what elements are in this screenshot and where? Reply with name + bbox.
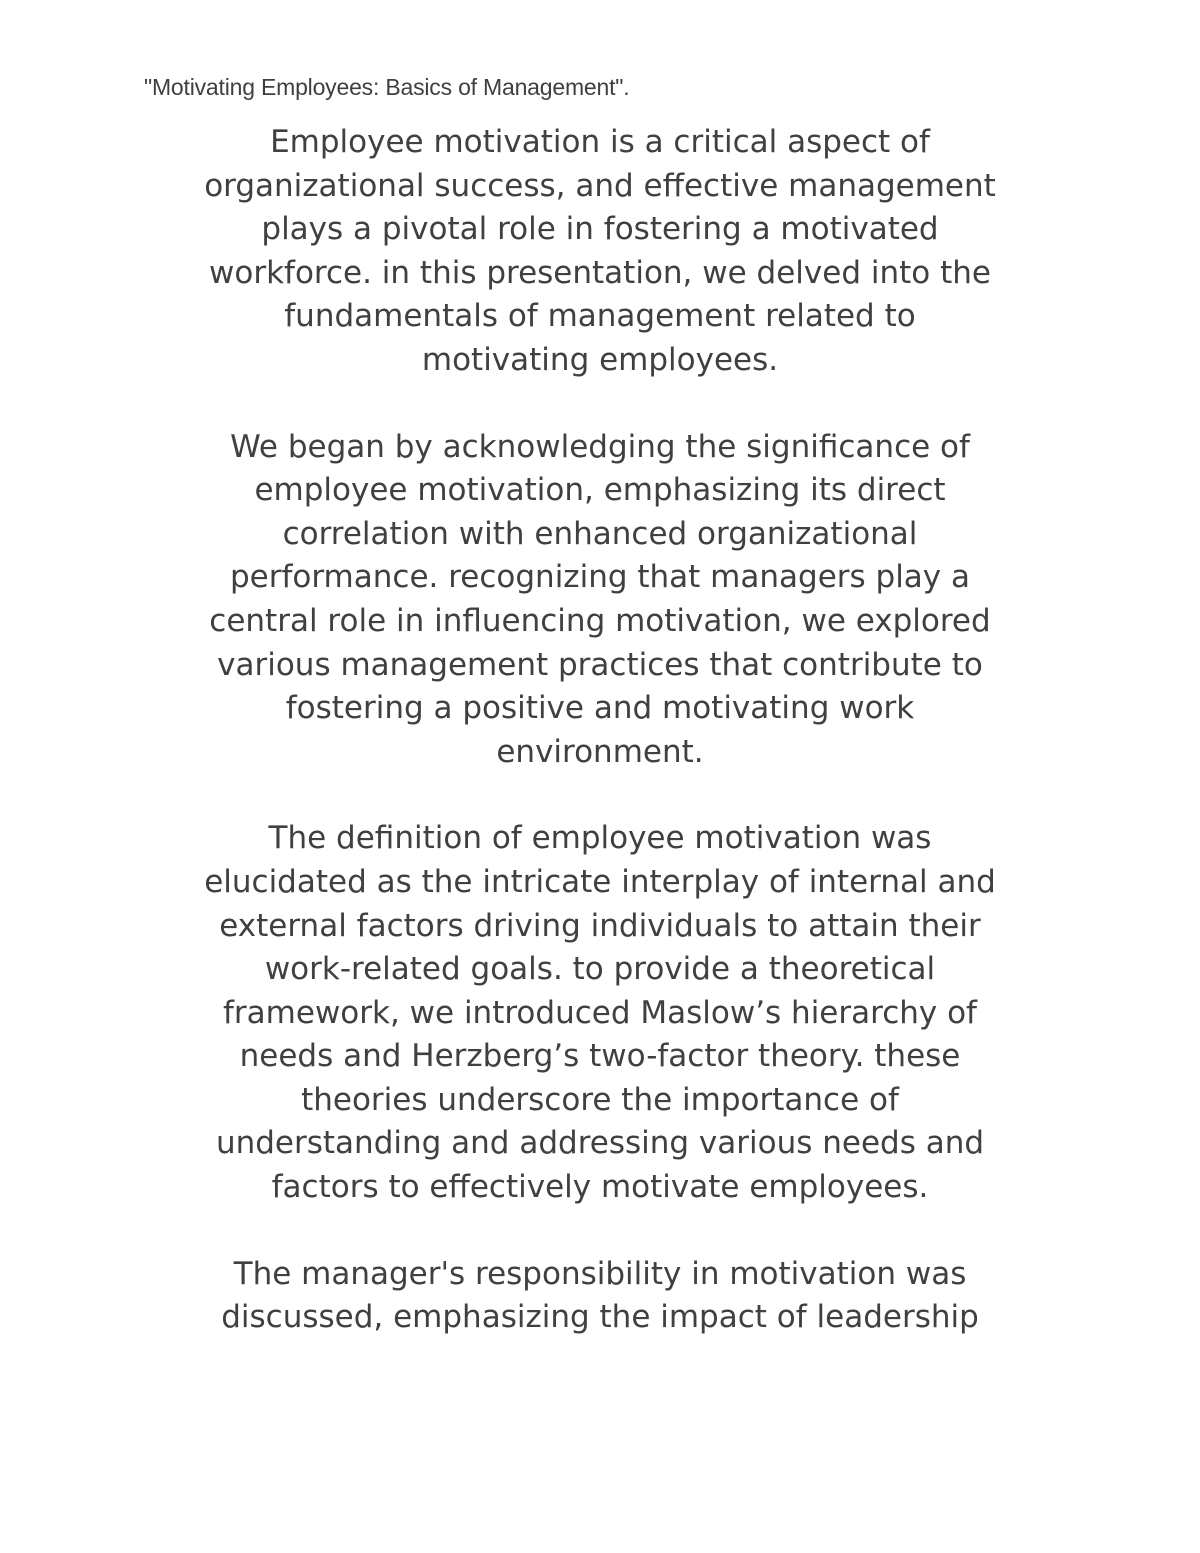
text-line: performance. recognizing that managers play a (229, 559, 971, 596)
text-line: The definition of employee motivation was (268, 820, 932, 857)
text-line: framework, we introduced Maslow’s hierarchy of (223, 994, 977, 1031)
text-line: work-related goals. to provide a theoretical (264, 951, 936, 988)
text-line: We began by acknowledging the significance of (230, 428, 970, 465)
paragraph-definition (144, 817, 1056, 1209)
text-line: The manager's responsibility in motivation was (233, 1255, 967, 1292)
text-line: workforce. in this presentation, we delved into the (209, 254, 991, 291)
text-line: plays a pivotal role in fostering a motivated (261, 211, 939, 248)
text-line: discussed, emphasizing the impact of leadership (221, 1299, 979, 1336)
text-line: employee motivation, emphasizing its direct (254, 472, 946, 509)
text-line: needs and Herzberg’s two-factor theory. these (239, 1038, 961, 1075)
text-line: fundamentals of management related to (284, 298, 916, 335)
text-line: understanding and addressing various needs and (215, 1125, 985, 1162)
text-line: correlation with enhanced organizational (282, 515, 918, 552)
text-line: motivating employees. (421, 341, 779, 378)
text-line: Employee motivation is a critical aspect of (270, 124, 930, 160)
text-line: various management practices that contribute to (217, 646, 983, 683)
text-line: external factors driving individuals to attain their (219, 907, 981, 944)
text-line: factors to effectively motivate employees. (271, 1169, 929, 1206)
document-title: "Motivating Employees: Basics of Management". (144, 74, 630, 100)
text-line: elucidated as the intricate interplay of internal and (204, 863, 996, 900)
text-line: organizational success, and effective management (204, 167, 996, 204)
text-line: environment. (496, 733, 704, 770)
text-line: central role in influencing motivation, we explored (209, 602, 991, 639)
text-line: theories underscore the importance of (301, 1081, 899, 1118)
paragraph-significance (144, 426, 1056, 775)
document-body (144, 121, 1056, 1383)
text-line: fostering a positive and motivating work (285, 690, 915, 727)
paragraph-intro (144, 121, 1056, 383)
paragraph-manager-responsibility (144, 1253, 1056, 1340)
